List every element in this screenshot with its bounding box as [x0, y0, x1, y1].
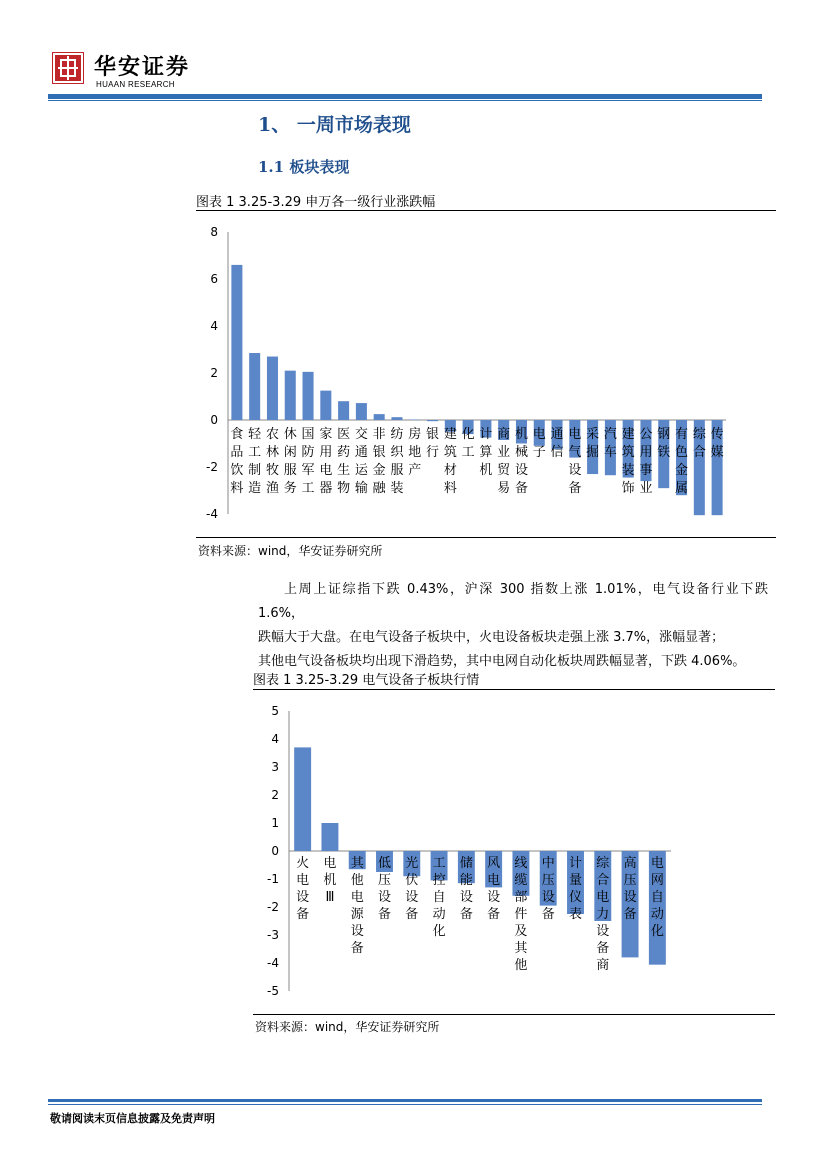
x-category-char: 化	[432, 924, 446, 939]
x-category-char: 用	[639, 445, 653, 460]
x-category-char: 设	[350, 924, 364, 939]
x-category-char: 其	[514, 941, 528, 956]
x-category-char: 自	[650, 890, 664, 905]
x-category-char: 压	[377, 873, 392, 888]
x-category-char: 备	[377, 907, 392, 922]
x-category-char: 林	[265, 445, 279, 460]
x-category-char: 备	[487, 907, 501, 922]
figure1-top-rule	[196, 210, 776, 211]
figure2-source: 资料来源：wind，华安证券研究所	[255, 1020, 440, 1034]
x-category-char: 备	[596, 941, 610, 956]
y-tick-label: -3	[267, 928, 279, 942]
x-category-char: 量	[568, 873, 583, 888]
x-category-char: 银	[372, 445, 386, 460]
x-category-char: 表	[568, 907, 583, 922]
bar	[427, 420, 438, 421]
x-category-char: 服	[283, 463, 297, 478]
x-category-char: 电	[319, 463, 333, 478]
x-category-char: 源	[350, 907, 364, 922]
bar	[391, 417, 402, 420]
x-category-char: 设	[541, 890, 555, 905]
x-category-char: 机	[479, 463, 493, 478]
x-category-char: 装	[621, 463, 635, 478]
x-category-char: 备	[459, 907, 473, 922]
x-category-char: 建	[443, 427, 457, 442]
x-category-label	[497, 426, 511, 496]
paragraph-line-3: 其他电气设备板块均出现下滑趋势，其中电网自动化板块周跌幅显著，下跌 4.06%。	[258, 654, 746, 669]
x-category-label	[651, 855, 664, 939]
x-category-char: 渔	[265, 481, 279, 496]
x-category-char: 风	[487, 856, 501, 871]
x-category-char: 算	[479, 445, 493, 460]
logo-icon	[52, 52, 84, 84]
x-category-char: 采	[586, 427, 600, 442]
bar	[267, 357, 278, 420]
x-category-char: 设	[596, 924, 610, 939]
x-category-char: 计	[479, 427, 493, 442]
x-category-char: 公	[639, 427, 653, 442]
x-category-label	[479, 426, 492, 478]
x-category-char: 电	[596, 890, 610, 905]
section-heading: 1、 一周市场表现	[258, 114, 411, 136]
x-category-char: 子	[532, 445, 546, 460]
x-category-label	[378, 856, 391, 922]
body-paragraph	[258, 578, 768, 674]
x-category-char: 工	[461, 445, 475, 460]
y-tick-label: 8	[210, 225, 218, 239]
x-category-label	[405, 855, 418, 922]
x-category-char: 综	[692, 427, 706, 442]
x-category-char: 通	[354, 445, 368, 460]
x-category-char: 食	[230, 427, 244, 442]
x-category-char: 车	[603, 445, 617, 460]
y-tick-label: 4	[210, 319, 218, 333]
y-tick-label: -2	[206, 460, 218, 474]
bar	[356, 403, 367, 420]
x-category-char: 材	[443, 463, 457, 478]
x-category-char: 事	[639, 463, 653, 478]
bar	[409, 420, 420, 421]
paragraph-line-2: 跌幅大于大盘。在电气设备子板块中，火电设备板块走强上涨 3.7%，涨幅显著；	[258, 630, 725, 645]
x-category-char: 纺	[390, 427, 404, 442]
x-category-char: 输	[354, 481, 368, 496]
x-category-char: 机	[323, 873, 337, 888]
x-category-char: 色	[675, 445, 689, 460]
logo-text: 华安证券	[94, 54, 191, 80]
x-category-char: 电	[350, 890, 364, 905]
x-category-char: 仪	[568, 890, 583, 905]
y-tick-label: 1	[271, 816, 279, 830]
x-category-char: 业	[497, 445, 511, 460]
y-tick-label: 0	[271, 844, 279, 858]
footer-divider-thin	[48, 1104, 762, 1105]
y-tick-label: 2	[210, 366, 218, 380]
x-category-char: 建	[621, 427, 635, 442]
x-category-label	[390, 427, 404, 496]
x-category-char: 农	[265, 427, 279, 442]
x-category-label	[323, 855, 336, 905]
figure1-bottom-rule	[196, 537, 776, 538]
x-category-char: 他	[350, 873, 364, 888]
x-category-label	[284, 427, 297, 496]
bar	[303, 372, 314, 420]
bar	[338, 401, 349, 420]
figure1-source: 资料来源：wind，华安证券研究所	[198, 544, 383, 558]
x-category-char: 品	[230, 445, 244, 460]
x-category-char: 电	[532, 427, 546, 442]
x-category-label	[462, 427, 475, 460]
x-category-label	[426, 427, 439, 460]
x-category-char: 电	[487, 873, 501, 888]
x-category-char: 设	[405, 890, 419, 905]
x-category-char: 防	[301, 445, 315, 460]
x-category-char: 备	[541, 907, 555, 922]
figure2-title: 图表 1 3.25-3.29 电气设备子板块行情	[253, 673, 480, 688]
figure2-top-rule	[253, 689, 775, 690]
y-tick-label: -2	[267, 900, 279, 914]
x-category-char: 制	[248, 463, 262, 478]
x-category-char: 其	[350, 856, 364, 871]
x-category-char: 备	[568, 481, 582, 496]
bar	[231, 265, 242, 420]
x-category-char: 房	[408, 427, 422, 442]
x-category-char: 火	[296, 856, 310, 871]
x-category-char: 电	[323, 856, 337, 871]
x-category-label	[596, 855, 610, 973]
y-tick-label: -1	[267, 872, 279, 886]
x-category-label	[337, 427, 350, 496]
y-tick-label: -4	[206, 507, 218, 521]
x-category-char: 压	[541, 873, 555, 888]
x-category-char: 工	[301, 481, 315, 496]
x-category-char: 压	[623, 873, 637, 888]
x-category-char: 合	[692, 445, 706, 460]
y-tick-label: -5	[267, 984, 279, 998]
footer-disclaimer: 敬请阅读末页信息披露及免责声明	[50, 1112, 215, 1125]
x-category-char: 线	[514, 856, 528, 871]
x-category-char: 通	[550, 427, 564, 442]
x-category-char: 网	[650, 873, 664, 888]
x-category-label	[373, 426, 387, 496]
footer-divider	[48, 1099, 762, 1102]
x-category-char: 设	[296, 890, 310, 905]
x-category-char: 装	[390, 481, 404, 496]
x-category-char: 银	[426, 427, 440, 442]
chart-electrical-subsectors	[253, 696, 775, 1012]
x-category-char: 军	[301, 463, 315, 478]
x-category-char: 电	[296, 873, 310, 888]
x-category-label	[319, 427, 332, 496]
x-category-char: 非	[372, 427, 386, 442]
x-category-char: 自	[432, 890, 446, 905]
x-category-char: 钢	[657, 427, 671, 442]
x-category-char: 化	[650, 924, 664, 939]
logo-subtext: HUAAN RESEARCH	[96, 80, 175, 89]
x-category-char: 伏	[405, 873, 419, 888]
x-category-char: 交	[354, 427, 368, 442]
header-divider	[48, 94, 762, 99]
x-category-char: 筑	[621, 445, 635, 460]
x-category-char: 用	[319, 445, 333, 460]
x-category-char: 备	[350, 941, 364, 956]
x-category-char: 家	[319, 427, 333, 442]
x-category-char: 牧	[265, 463, 279, 478]
x-category-char: 饮	[230, 463, 244, 478]
x-category-char: 器	[319, 481, 333, 496]
x-category-char: 传	[710, 427, 724, 442]
x-category-char: 缆	[514, 873, 528, 888]
x-category-char: 休	[283, 427, 297, 442]
x-category-char: 低	[377, 856, 392, 871]
x-category-label	[351, 855, 365, 956]
x-category-char: 属	[675, 481, 689, 496]
x-category-char: 有	[675, 427, 689, 442]
y-tick-label: -4	[267, 956, 279, 970]
x-category-char: 金	[372, 463, 386, 478]
x-category-char: 动	[650, 907, 664, 922]
y-tick-label: 3	[271, 760, 279, 774]
x-category-char: 设	[487, 890, 501, 905]
x-category-label	[460, 855, 473, 922]
chart-industry-returns	[196, 212, 776, 536]
x-category-char: 他	[514, 958, 528, 973]
x-category-char: 织	[390, 445, 404, 460]
x-category-char: 设	[568, 463, 582, 478]
x-category-char: 药	[337, 445, 351, 460]
x-category-char: 设	[623, 890, 637, 905]
x-category-label	[568, 426, 581, 496]
x-category-label	[487, 856, 500, 922]
x-category-char: 服	[390, 463, 404, 478]
x-category-char: 备	[405, 907, 419, 922]
bar	[249, 353, 260, 420]
x-category-char: 融	[372, 481, 386, 496]
x-category-char: 部	[514, 890, 528, 905]
x-category-char: 生	[337, 463, 351, 478]
x-category-char: 控	[432, 873, 446, 888]
x-category-char: 轻	[248, 427, 262, 442]
x-category-char: 动	[432, 907, 446, 922]
x-category-label	[230, 427, 243, 496]
x-category-char: 备	[296, 907, 310, 922]
bar	[294, 747, 311, 851]
x-category-char: 及	[514, 924, 528, 939]
x-category-char: 筑	[443, 445, 457, 460]
x-category-char: 国	[301, 427, 315, 442]
x-category-char: 运	[354, 463, 368, 478]
x-category-label	[433, 856, 446, 939]
x-category-char: 高	[623, 856, 637, 871]
y-tick-label: 6	[210, 272, 218, 286]
bar	[285, 371, 296, 420]
bar	[321, 823, 338, 851]
figure2-bottom-rule	[253, 1014, 775, 1015]
x-category-char: 气	[568, 445, 582, 460]
x-category-char: 地	[408, 445, 422, 460]
x-category-char: 备	[623, 907, 637, 922]
figure1-title: 图表 1 3.25-3.29 申万各一级行业涨跌幅	[196, 195, 436, 210]
x-category-label	[514, 855, 528, 973]
x-category-char: 械	[514, 445, 528, 460]
x-category-char: 电	[650, 856, 664, 871]
x-category-label	[248, 427, 262, 496]
y-tick-label: 2	[271, 788, 279, 802]
x-category-char: 工	[432, 856, 446, 871]
y-tick-label: 4	[271, 732, 279, 746]
y-tick-label: 0	[210, 413, 218, 427]
x-category-char: 行	[426, 445, 440, 460]
x-category-char: 商	[596, 958, 610, 973]
x-category-char: 闲	[283, 445, 297, 460]
x-category-char: 金	[675, 463, 689, 478]
x-category-char: 设	[377, 890, 392, 905]
x-category-char: 料	[230, 481, 244, 496]
paragraph-line-1: 上周上证综指下跌 0.43%，沪深 300 指数上涨 1.01%，电气设备行业下跌 1.6%，	[258, 582, 768, 621]
x-category-char: 掘	[586, 445, 600, 460]
x-category-label	[266, 427, 279, 496]
x-category-char: 产	[408, 463, 422, 478]
x-category-char: 合	[596, 873, 610, 888]
x-category-label	[444, 426, 457, 496]
x-category-char: 汽	[603, 427, 617, 442]
x-category-char: 设	[459, 890, 473, 905]
x-category-char: 光	[405, 856, 419, 871]
x-category-char: Ⅲ	[325, 890, 335, 905]
x-category-char: 信	[550, 445, 564, 460]
x-category-char: 机	[514, 427, 528, 442]
header-divider-thin	[48, 100, 762, 101]
x-category-label	[408, 426, 421, 478]
x-category-char: 业	[639, 481, 653, 496]
x-category-char: 媒	[710, 445, 724, 460]
x-category-label	[515, 426, 528, 496]
x-category-label	[296, 855, 309, 922]
x-category-char: 铁	[657, 445, 671, 460]
x-category-char: 能	[459, 873, 473, 888]
x-category-char: 中	[541, 856, 555, 871]
x-category-char: 贸	[497, 463, 511, 478]
x-category-label	[302, 427, 315, 496]
x-category-char: 料	[443, 481, 457, 496]
bar	[320, 391, 331, 420]
x-category-char: 医	[337, 427, 351, 442]
x-category-char: 易	[497, 481, 511, 496]
x-category-char: 物	[337, 481, 351, 496]
x-category-char: 造	[248, 481, 262, 496]
x-category-char: 设	[514, 463, 528, 478]
x-category-char: 综	[596, 856, 610, 871]
x-category-char: 商	[497, 427, 511, 442]
y-tick-label: 5	[271, 704, 279, 718]
x-category-char: 力	[596, 907, 610, 922]
x-category-char: 务	[283, 481, 297, 496]
bar	[374, 414, 385, 420]
x-category-char: 电	[568, 427, 582, 442]
x-category-char: 计	[568, 856, 583, 871]
x-category-char: 储	[459, 856, 473, 871]
x-category-char: 件	[514, 907, 528, 922]
x-category-label	[355, 427, 369, 496]
x-category-char: 饰	[621, 481, 635, 496]
x-category-char: 备	[514, 481, 528, 496]
x-category-char: 工	[248, 445, 262, 460]
x-category-char: 化	[461, 427, 475, 442]
subsection-heading: 1.1 板块表现	[258, 158, 350, 176]
